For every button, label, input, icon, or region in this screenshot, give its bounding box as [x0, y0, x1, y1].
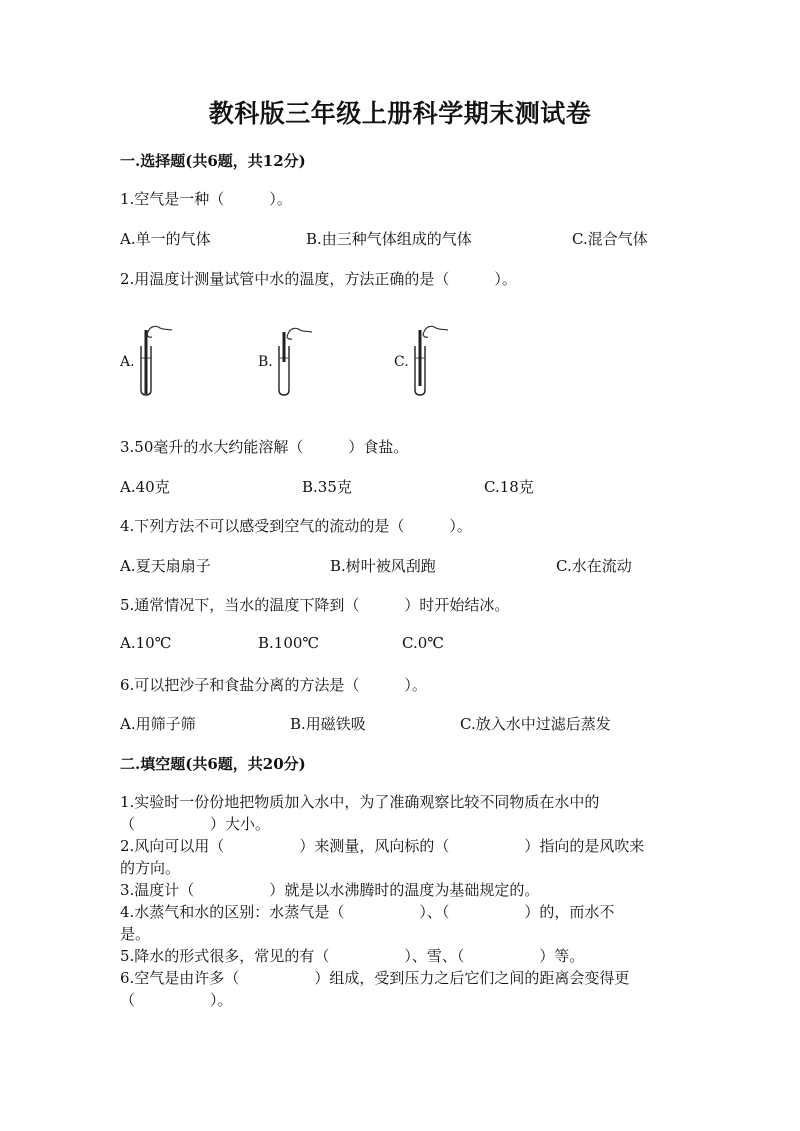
question-5-option-c: C.0℃	[402, 634, 445, 652]
question-4-option-a: A.夏天扇扇子	[120, 557, 211, 575]
question-3-option-b: B.35克	[302, 478, 352, 496]
fill-question-line: 4.水蒸气和水的区别：水蒸气是（ ）、（ ）的，而水不	[120, 903, 615, 921]
question-5-option-b: B.100℃	[258, 634, 320, 652]
question-4-option-c: C.水在流动	[556, 557, 632, 575]
page-title: 教科版三年级上册科学期末测试卷	[208, 99, 592, 128]
question-1-stem: 1.空气是一种（ ）。	[120, 190, 292, 208]
question-1-option-a: A.单一的气体	[120, 230, 211, 248]
question-3-option-a: A.40克	[120, 478, 170, 496]
fill-question-line: 1.实验时一份份地把物质加入水中，为了准确观察比较不同物质在水中的	[120, 793, 600, 811]
question-3-stem: 3.50毫升的水大约能溶解（ ）食盐。	[120, 438, 409, 456]
fill-question-line: 6.空气是由许多（ ）组成，受到压力之后它们之间的距离会变得更	[120, 969, 630, 987]
question-1-option-b: B.由三种气体组成的气体	[306, 230, 472, 248]
fill-question-line: 3.温度计（ ）就是以水沸腾时的温度为基础规定的。	[120, 881, 540, 899]
section-2-heading: 二.填空题(共6题，共20分)	[120, 755, 306, 773]
question-5-stem: 5.通常情况下，当水的温度下降到（ ）时开始结冰。	[120, 596, 510, 614]
question-6-option-c: C.放入水中过滤后蒸发	[460, 715, 611, 733]
thermometer-in-tube-not-in-water-icon	[272, 322, 322, 398]
question-4-option-b: B.树叶被风刮跑	[330, 557, 436, 575]
fill-question-line: 是。	[120, 925, 151, 943]
fill-question-line: 5.降水的形式很多，常见的有（ ）、雪、（ ）等。	[120, 947, 585, 965]
question-1-option-c: C.混合气体	[572, 230, 648, 248]
fill-question-line: （ ）大小。	[120, 815, 271, 833]
question-2-option-c-label: C.	[394, 354, 409, 370]
question-6-stem: 6.可以把沙子和食盐分离的方法是（ ）。	[120, 676, 427, 694]
fill-question-line: 2.风向可以用（ ）来测量，风向标的（ ）指向的是风吹来	[120, 837, 645, 855]
question-6-option-a: A.用筛子筛	[120, 715, 196, 733]
question-5-option-a: A.10℃	[120, 634, 172, 652]
thermometer-in-tube-immersed-icon	[408, 322, 458, 398]
question-2-option-a	[120, 322, 190, 398]
question-2-option-b-label: B.	[258, 354, 273, 370]
thermometer-in-tube-touching-bottom-icon	[134, 322, 184, 398]
fill-question-line: 的方向。	[120, 859, 181, 877]
fill-question-line: （ ）。	[120, 991, 233, 1009]
question-3-option-c: C.18克	[484, 478, 534, 496]
section-1-heading: 一.选择题(共6题，共12分)	[120, 152, 306, 170]
question-4-stem: 4.下列方法不可以感受到空气的流动的是（ ）。	[120, 517, 472, 535]
question-2-option-a-label: A.	[120, 354, 135, 370]
question-6-option-b: B.用磁铁吸	[290, 715, 366, 733]
question-2-option-b	[258, 322, 328, 398]
question-2-option-c	[394, 322, 464, 398]
question-2-stem: 2.用温度计测量试管中水的温度，方法正确的是（ ）。	[120, 270, 517, 288]
